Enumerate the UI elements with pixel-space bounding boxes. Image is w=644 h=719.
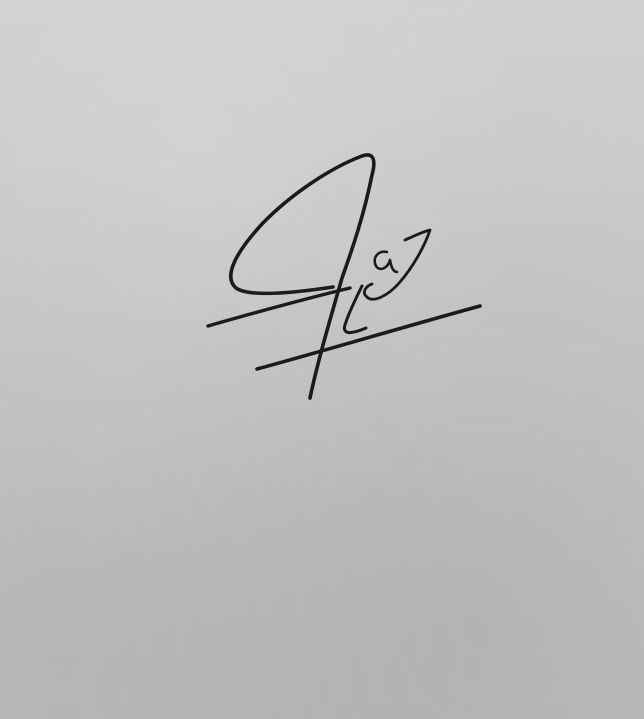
signature-small-a-stroke: [375, 252, 397, 272]
signature-lower-slash-stroke: [257, 306, 480, 369]
signature-hook-stroke: [344, 286, 366, 333]
signature-loop-stroke: [231, 155, 374, 398]
